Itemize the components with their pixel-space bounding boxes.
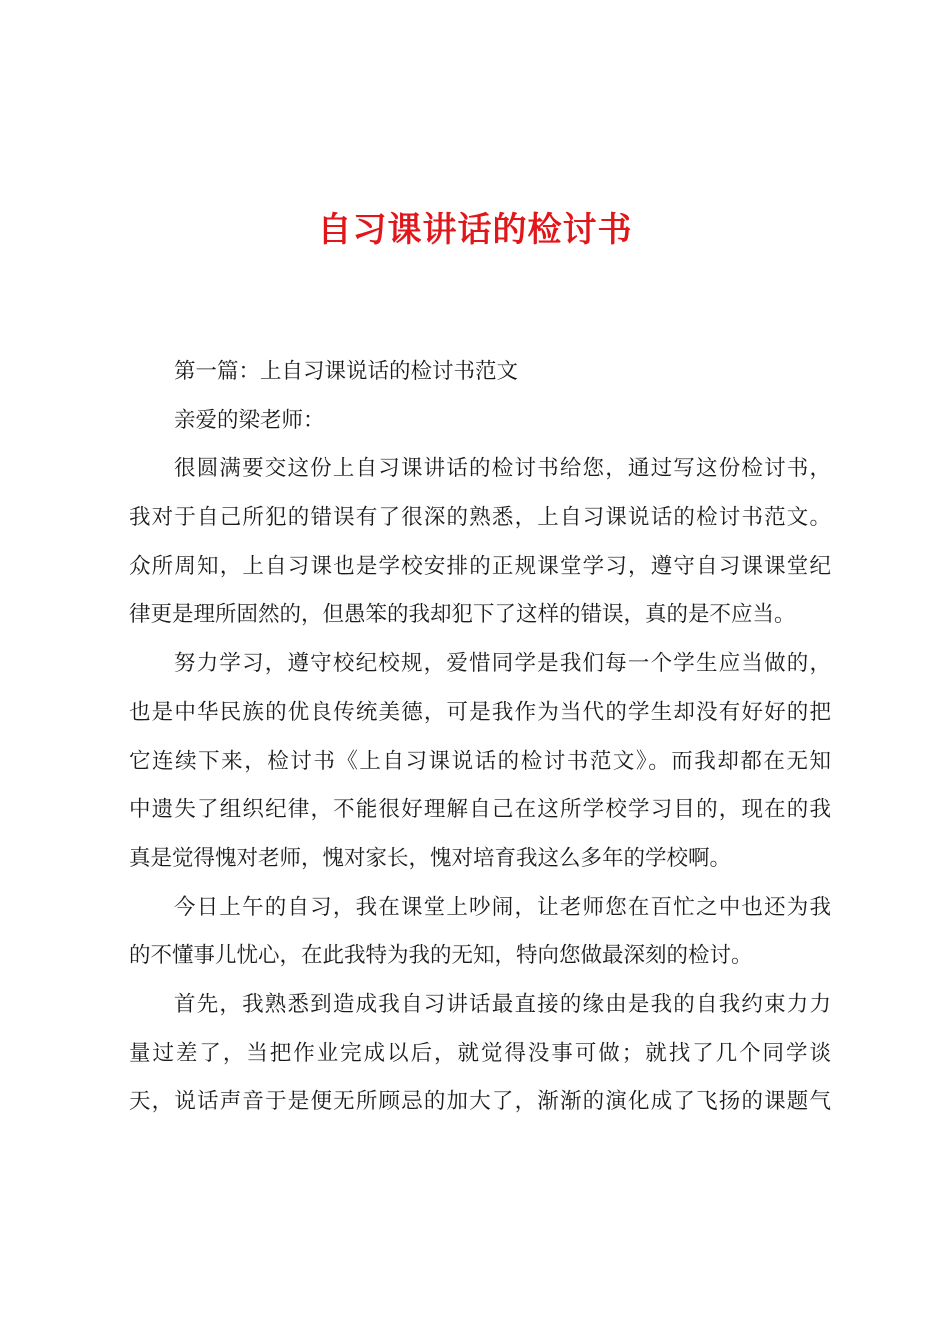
paragraph-line: 我对于自己所犯的错误有了很深的熟悉，上自习课说话的检讨书范文。 — [129, 505, 831, 531]
paragraph-line: 很圆满要交这份上自习课讲话的检讨书给您，通过写这份检讨书， — [174, 456, 831, 482]
salutation: 亲爱的梁老师： — [174, 407, 325, 433]
paragraph-line: 天，说话声音于是便无所顾忌的加大了，渐渐的演化成了飞扬的课题气 — [129, 1089, 831, 1115]
paragraph-line: 也是中华民族的优良传统美德，可是我作为当代的学生却没有好好的把 — [129, 699, 831, 725]
paragraph-line: 真是觉得愧对老师，愧对家长，愧对培育我这么多年的学校啊。 — [129, 845, 732, 871]
document-title: 自习课讲话的检讨书 — [317, 210, 633, 250]
paragraph-line: 今日上午的自习，我在课堂上吵闹，让老师您在百忙之中也还为我 — [174, 894, 831, 920]
paragraph-line: 量过差了，当把作业完成以后，就觉得没事可做；就找了几个同学谈 — [129, 1040, 831, 1066]
paragraph-line: 众所周知，上自习课也是学校安排的正规课堂学习，遵守自习课课堂纪 — [129, 553, 831, 579]
paragraph-line: 努力学习，遵守校纪校规，爱惜同学是我们每一个学生应当做的， — [174, 651, 831, 677]
paragraph-line: 中遗失了组织纪律，不能很好理解自己在这所学校学习目的，现在的我 — [129, 797, 831, 823]
paragraph-line: 律更是理所固然的，但愚笨的我却犯下了这样的错误，真的是不应当。 — [129, 602, 796, 628]
document-body — [129, 348, 831, 1127]
section-heading: 第一篇：上自习课说话的检讨书范文 — [174, 359, 519, 384]
paragraph-line: 的不懂事儿忧心，在此我特为我的无知，特向您做最深刻的检讨。 — [129, 943, 753, 969]
paragraph-line: 首先，我熟悉到造成我自习讲话最直接的缘由是我的自我约束力力 — [174, 991, 831, 1017]
paragraph-line: 它连续下来，检讨书《上自习课说话的检讨书范文》。而我却都在无知 — [129, 748, 831, 774]
